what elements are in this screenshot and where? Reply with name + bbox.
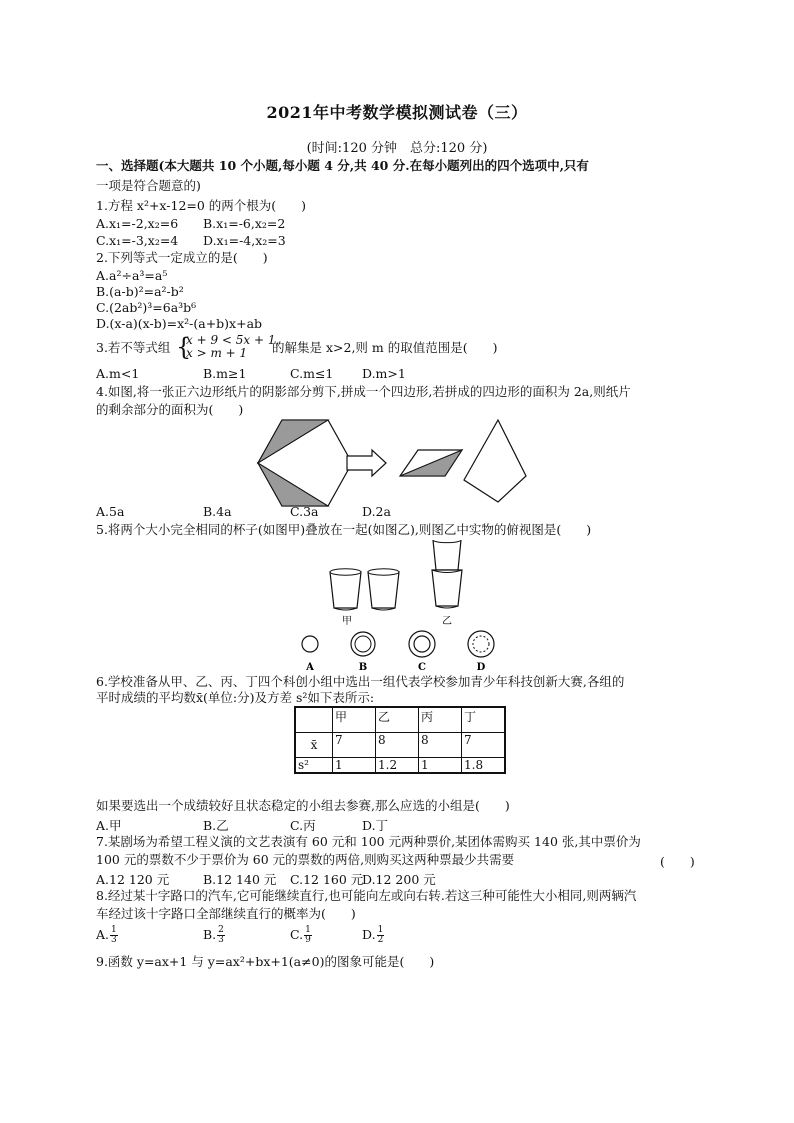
q4-stem: 4.如图,将一张正六边形纸片的阴影部分剪下,拼成一个四边形,若拼成的四边形的面积为 2a,则纸片 <box>96 384 631 399</box>
q2-option-c: C.(2ab²)³=6a³b⁶ <box>96 300 197 315</box>
q8-option-a <box>96 926 119 945</box>
option-label-b: B <box>358 662 368 673</box>
denominator: 9 <box>305 935 311 945</box>
q7-stem-cont: 100 元的票数不少于票价为 60 元的票数的两倍,则购买这两种票最少共需要 <box>96 852 515 867</box>
q6-option-a: A.甲 <box>96 818 122 833</box>
inequality-2: x > m + 1 <box>186 346 248 360</box>
numerator: 1 <box>377 925 384 935</box>
kite-figure <box>464 420 526 502</box>
parallelogram-figure <box>400 450 462 476</box>
denominator: 2 <box>377 935 384 945</box>
q3-option-d: D.m>1 <box>362 366 406 381</box>
q3-prefix: 3.若不等式组 <box>96 340 171 355</box>
exam-info: (时间:120 分钟 总分:120 分) <box>306 141 488 156</box>
section-heading-cont: 一项是符合题意的) <box>96 178 201 193</box>
table-header-row <box>295 707 505 733</box>
q3-option-b: B.m≥1 <box>203 366 247 381</box>
hexagon-with-shading <box>258 420 352 506</box>
q7-option-d: D.12 200 元 <box>362 872 436 887</box>
fraction <box>217 926 225 945</box>
numerator: 2 <box>218 925 224 935</box>
table-cell: 7 <box>462 733 506 758</box>
q3-suffix: 的解集是 x>2,则 m 的取值范围是( ) <box>272 340 498 355</box>
q6-stem: 6.学校准备从甲、乙、丙、丁四个科创小组中选出一组代表学校参加青少年科技创新大赛,各组的 <box>96 674 625 689</box>
q8-stem: 8.经过某十字路口的汽车,它可能继续直行,也可能向左或向右转.若这三种可能性大小相同,则两辆汽 <box>96 888 637 903</box>
table-header-cell: 丁 <box>462 707 506 733</box>
q8-option-b-label: B. <box>203 927 217 942</box>
denominator: 3 <box>218 935 224 945</box>
system-brace: { <box>176 333 192 361</box>
option-label-d: D <box>476 662 486 673</box>
q6-stem-cont: 平时成绩的平均数x̄(单位:分)及方差 s²如下表所示: <box>96 690 375 705</box>
table-header-cell: 甲 <box>333 707 376 733</box>
q1-stem: 1.方程 x²+x-12=0 的两个根为( ) <box>96 198 307 213</box>
q1-option-b: B.x₁=-6,x₂=2 <box>203 216 286 231</box>
q1-option-d: D.x₁=-4,x₂=3 <box>203 233 286 248</box>
scores-table <box>294 706 506 774</box>
table-cell: 7 <box>333 733 376 758</box>
cup-1 <box>330 569 361 610</box>
table-row <box>295 733 505 758</box>
table-header-cell: 乙 <box>376 707 419 733</box>
table-cell: 8 <box>376 733 419 758</box>
label-yi: 乙 <box>442 616 452 627</box>
q4-stem-cont: 的剩余部分的面积为( ) <box>96 402 244 417</box>
numerator: 1 <box>111 925 117 935</box>
q3-option-a: A.m<1 <box>96 366 140 381</box>
q6-option-d: D.丁 <box>362 818 389 833</box>
q8-option-c <box>290 926 313 945</box>
q2-option-b: B.(a-b)²=a²-b² <box>96 284 184 299</box>
q1-option-c: C.x₁=-3,x₂=4 <box>96 233 179 248</box>
q8-option-b <box>203 926 226 945</box>
fraction <box>377 926 385 945</box>
q8-option-d-label: D. <box>362 927 376 942</box>
q2-option-d: D.(x-a)(x-b)=x²-(a+b)x+ab <box>96 316 263 331</box>
cup-2 <box>368 569 399 610</box>
q2-option-a: A.a²÷a³=a⁵ <box>96 268 168 283</box>
q8-stem-cont: 车经过该十字路口全部继续直行的概率为( ) <box>96 906 356 921</box>
q7-option-c: C.12 160 元 <box>290 872 364 887</box>
q4-option-a: A.5a <box>96 504 125 519</box>
fraction <box>304 926 312 945</box>
table-cell: 1 <box>419 758 462 774</box>
table-row <box>295 758 505 774</box>
q6-question: 如果要选出一个成绩较好且状态稳定的小组去参赛,那么应选的小组是( ) <box>96 798 510 813</box>
table-cell <box>295 707 333 733</box>
q7-answer-paren: ( ) <box>660 854 695 869</box>
q2-stem: 2.下列等式一定成立的是( ) <box>96 250 268 265</box>
table-cell: 1 <box>333 758 376 774</box>
option-label-c: C <box>418 662 426 673</box>
q4-option-b: B.4a <box>203 504 232 519</box>
q7-option-a: A.12 120 元 <box>96 872 170 887</box>
table-cell: 1.8 <box>462 758 506 774</box>
numerator: 1 <box>305 925 311 935</box>
inequality-1: x + 9 < 5x + 1, <box>186 333 280 347</box>
option-label-a: A <box>306 662 314 673</box>
q8-option-d <box>362 926 385 945</box>
page-title: 2021年中考数学模拟测试卷（三） <box>266 103 528 122</box>
table-row-label: s² <box>295 758 333 774</box>
option-b-circle <box>351 632 375 656</box>
q8-option-a-label: A. <box>96 927 110 942</box>
q7-option-b: B.12 140 元 <box>203 872 277 887</box>
option-c-circle <box>409 631 435 657</box>
q6-option-b: B.乙 <box>203 818 229 833</box>
stacked-cups <box>432 540 462 608</box>
q3-option-c: C.m≤1 <box>290 366 334 381</box>
table-row-label: x̄ <box>295 733 333 758</box>
cups-figure <box>295 540 505 675</box>
table-cell: 8 <box>419 733 462 758</box>
section-heading: 一、选择题(本大题共 10 个小题,每小题 4 分,共 40 分.在每小题列出的四个选项中,只有 <box>96 158 589 173</box>
option-a-circle <box>302 636 318 652</box>
q9-stem: 9.函数 y=ax+1 与 y=ax²+bx+1(a≠0)的图象可能是( ) <box>96 954 435 969</box>
option-d-circle <box>468 631 494 657</box>
label-jia: 甲 <box>342 616 352 627</box>
denominator: 3 <box>111 935 117 945</box>
table-header-cell: 丙 <box>419 707 462 733</box>
fraction <box>110 926 118 945</box>
q5-stem: 5.将两个大小完全相同的杯子(如图甲)叠放在一起(如图乙),则图乙中实物的俯视图是( ) <box>96 522 592 537</box>
table-cell: 1.2 <box>376 758 419 774</box>
inequality-system <box>186 334 279 360</box>
q4-option-c: C.3a <box>290 504 319 519</box>
q6-option-c: C.丙 <box>290 818 316 833</box>
arrow-icon <box>347 450 386 476</box>
q4-option-d: D.2a <box>362 504 391 519</box>
q1-option-a: A.x₁=-2,x₂=6 <box>96 216 179 231</box>
hexagon-figure <box>250 418 560 508</box>
q7-stem: 7.某剧场为希望工程义演的文艺表演有 60 元和 100 元两种票价,某团体需购买 140 张,其中票价为 <box>96 834 641 849</box>
q8-option-c-label: C. <box>290 927 304 942</box>
